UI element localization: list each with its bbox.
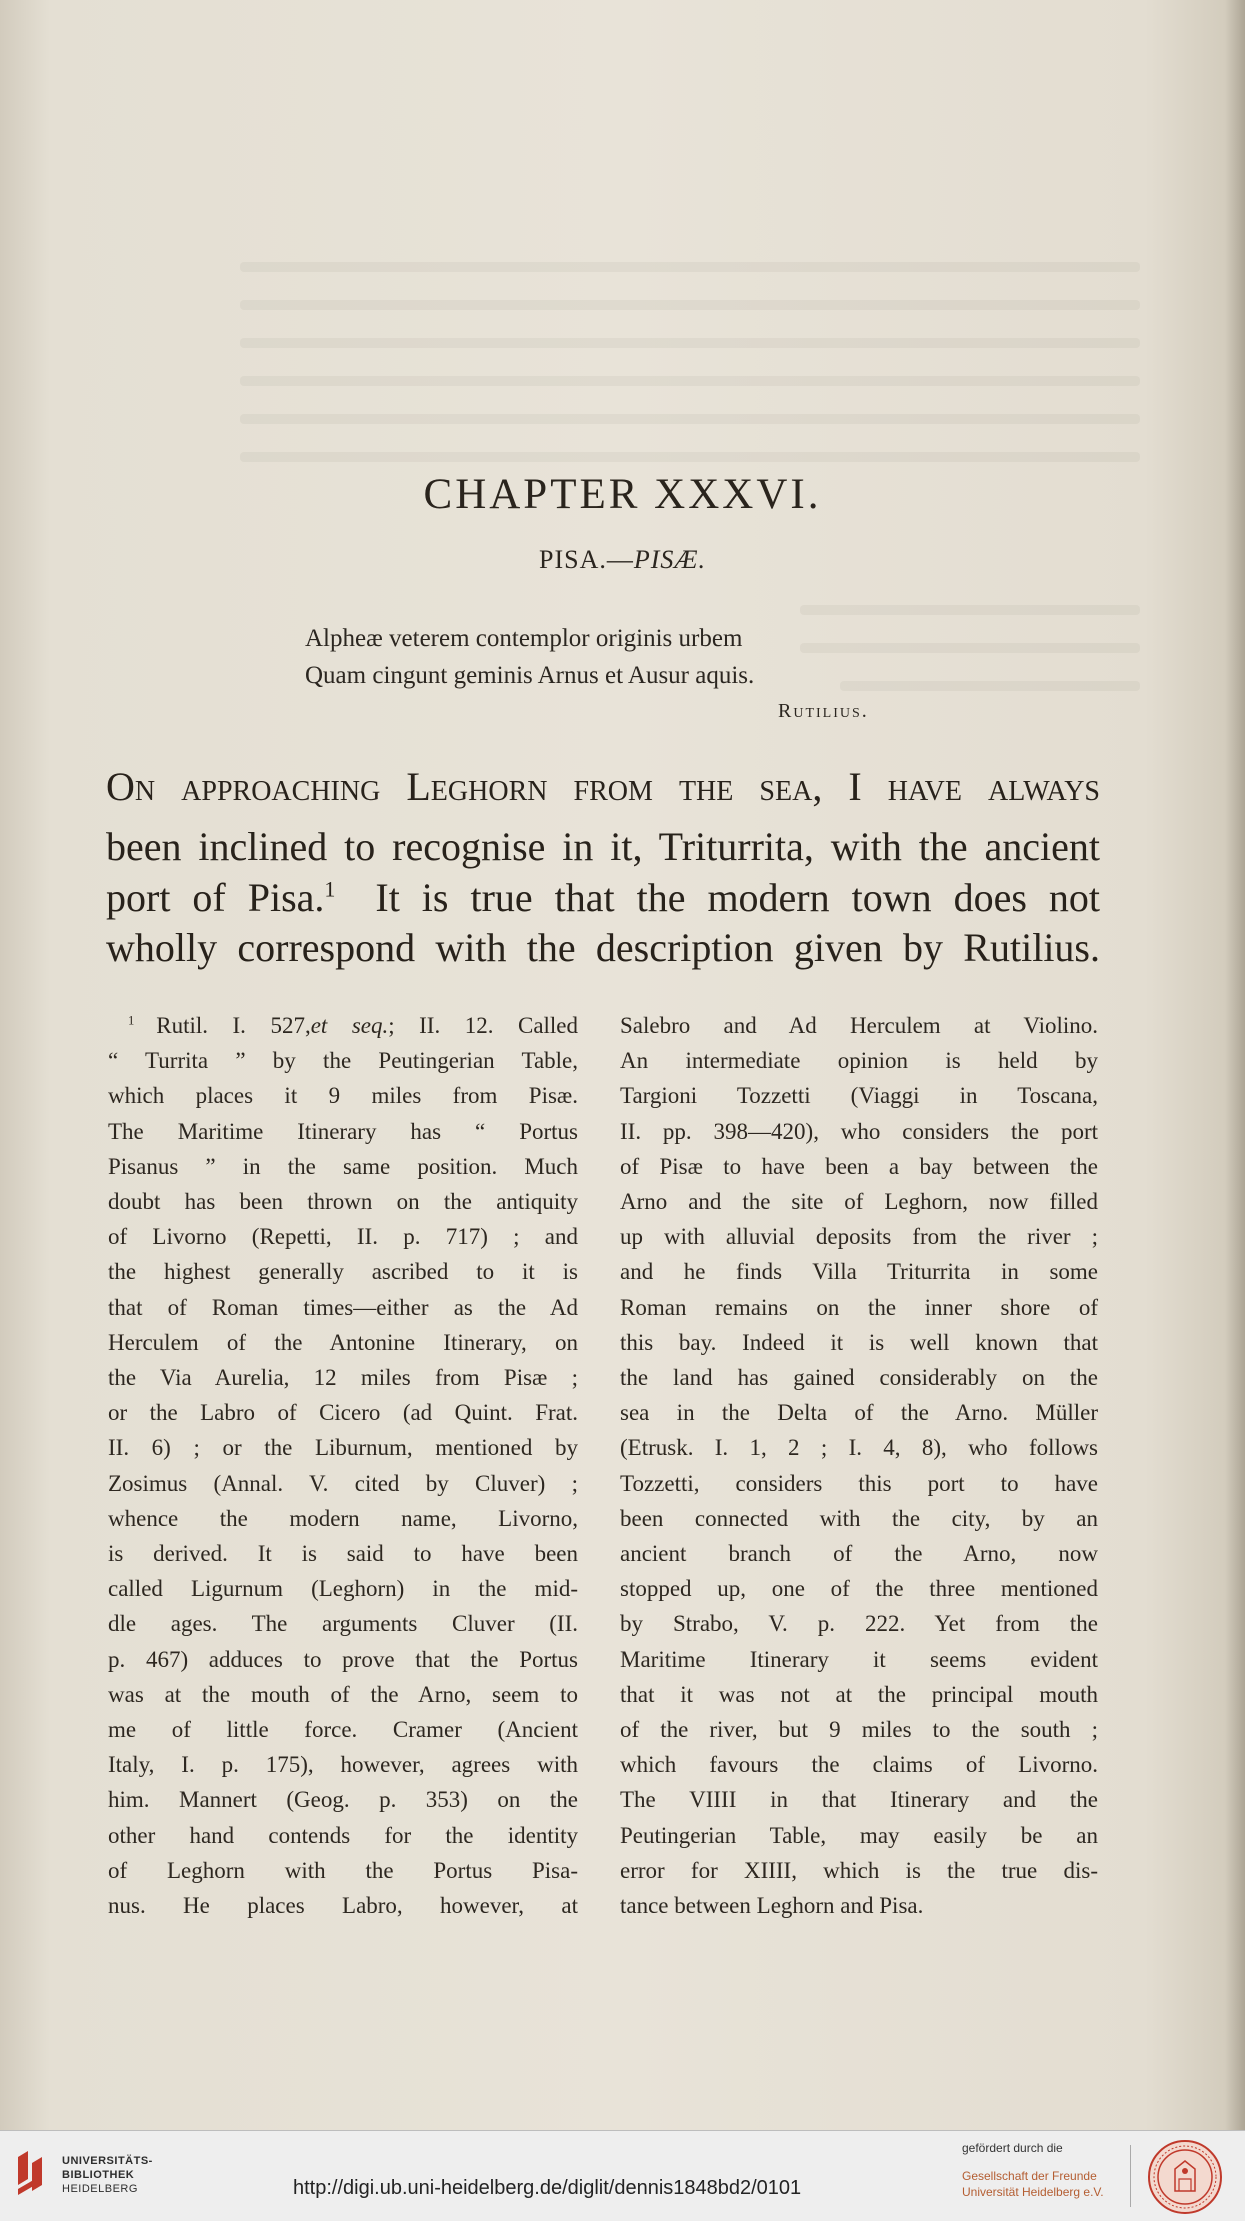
footnote-line: Herculem of the Antonine Itinerary, on: [108, 1329, 578, 1355]
subtitle-english: PISA.—: [538, 545, 634, 574]
footnote-line: Italy, I. p. 175), however, agrees with: [108, 1752, 578, 1778]
university-seal-icon: [1147, 2139, 1223, 2215]
footnote-marker: 1: [324, 876, 336, 902]
viewer-footer: [0, 2130, 1245, 2221]
show-through: [840, 681, 1140, 691]
footnote-line: called Ligurnum (Leghorn) in the mid-: [108, 1576, 578, 1602]
footnote-line: that of Roman times—either as the Ad: [108, 1294, 578, 1320]
footnote-line: ancient branch of the Arno, now: [620, 1541, 1098, 1566]
body-sentence: port of Pisa.: [106, 875, 325, 920]
footnote-line: me of little force. Cramer (Ancient: [108, 1717, 578, 1742]
body-sentence: It is true that the modern town does not: [375, 875, 1101, 920]
footnote-italic: et seq.: [310, 1013, 389, 1038]
footnote-line: Maritime Itinerary it seems evident: [620, 1646, 1098, 1672]
body-line: wholly correspond with the description given by Rutilius.: [106, 925, 1100, 970]
ub-heidelberg-logo-icon[interactable]: [14, 2149, 46, 2203]
show-through: [240, 338, 1140, 348]
footnote-line: Pisanus ” in the same position. Much: [108, 1153, 578, 1179]
library-name-line: HEIDELBERG: [62, 2183, 138, 2195]
body-line: [106, 875, 1101, 920]
footnote-line: Targioni Tozzetti (Viaggi in Toscana,: [620, 1083, 1098, 1109]
show-through: [240, 376, 1140, 386]
show-through: [240, 262, 1140, 272]
footnote-line: nus. He places Labro, however, at: [108, 1893, 578, 1918]
footnote-line: of Pisæ to have been a bay between the: [620, 1153, 1098, 1179]
chapter-subtitle: [0, 545, 1245, 575]
subtitle-latin: PISÆ.: [633, 545, 707, 574]
library-name-line: UNIVERSITÄTS-: [62, 2155, 153, 2167]
footnote-text: ; II. 12. Called: [388, 1013, 579, 1038]
footnote-line: other hand contends for the identity: [108, 1822, 578, 1848]
footnote-line: error for XIIII, which is the true dis-: [620, 1857, 1098, 1883]
footnote-line: doubt has been thrown on the antiquity: [108, 1189, 578, 1214]
body-line: been inclined to recognise in it, Triturrita, with the ancient: [106, 824, 1100, 869]
footnote-line: dle ages. The arguments Cluver (II.: [108, 1611, 578, 1637]
epigraph-line: Alpheæ veterem contemplor originis urbem: [305, 625, 743, 652]
footnote-line: II. pp. 398—420), who considers the port: [620, 1118, 1098, 1144]
show-through: [240, 414, 1140, 424]
footnote-line: Salebro and Ad Herculem at Violino.: [620, 1013, 1098, 1038]
footnote-line: Roman remains on the inner shore of: [620, 1294, 1098, 1320]
footnote-line: p. 467) adduces to prove that the Portus: [108, 1646, 578, 1672]
sponsor-label: gefördert durch die: [962, 2141, 1063, 2155]
footnote-line: which favours the claims of Livorno.: [620, 1752, 1098, 1778]
footnote-line: by Strabo, V. p. 222. Yet from the: [620, 1611, 1098, 1637]
sponsor-name-line: Gesellschaft der Freunde: [962, 2169, 1097, 2183]
footnote-line: II. 6) ; or the Liburnum, mentioned by: [108, 1435, 578, 1461]
footnote-line: “ Turrita ” by the Peutingerian Table,: [108, 1048, 578, 1074]
show-through: [240, 452, 1140, 462]
footnote-line: him. Mannert (Geog. p. 353) on the: [108, 1787, 578, 1813]
footnote-line: that it was not at the principal mouth: [620, 1681, 1098, 1707]
sponsor-name-line: Universität Heidelberg e.V.: [962, 2185, 1104, 2199]
footnote-line: Tozzetti, considers this port to have: [620, 1470, 1098, 1496]
footnote-line: and he finds Villa Triturrita in some: [620, 1259, 1098, 1285]
library-name-line: BIBLIOTHEK: [62, 2169, 135, 2181]
footnote-number: 1: [128, 1013, 157, 1028]
footnote-line: (Etrusk. I. 1, 2 ; I. 4, 8), who follows: [620, 1435, 1098, 1461]
footnote-line: is derived. It is said to have been: [108, 1541, 578, 1566]
permalink-url[interactable]: http://digi.ub.uni-heidelberg.de/diglit/dennis1848bd2/0101: [293, 2177, 802, 2199]
footnote-line: The Maritime Itinerary has “ Portus: [108, 1118, 578, 1144]
drop-word: On approaching Leghorn from the sea, I have always: [106, 764, 1100, 809]
footnote-line: up with alluvial deposits from the river ;: [620, 1224, 1098, 1250]
body-line: [106, 764, 1100, 809]
footnote-line: whence the modern name, Livorno,: [108, 1505, 578, 1531]
footnote-line: which places it 9 miles from Pisæ.: [108, 1083, 578, 1109]
footnote-text: Rutil. I. 527,: [156, 1013, 311, 1038]
footnote-line: stopped up, one of the three mentioned: [620, 1576, 1098, 1602]
epigraph-line: Quam cingunt geminis Arnus et Ausur aquis.: [305, 662, 755, 689]
footnote-line: Peutingerian Table, may easily be an: [620, 1822, 1098, 1848]
epigraph-author: Rutilius.: [778, 700, 869, 722]
show-through: [800, 643, 1140, 653]
footnote-line: Zosimus (Annal. V. cited by Cluver) ;: [108, 1470, 578, 1496]
show-through: [240, 300, 1140, 310]
footnote-line: the land has gained considerably on the: [620, 1365, 1098, 1390]
footnote-line: the highest generally ascribed to it is: [108, 1259, 578, 1285]
footnote-line: or the Labro of Cicero (ad Quint. Frat.: [108, 1400, 578, 1426]
footnote-line: of Livorno (Repetti, II. p. 717) ; and: [108, 1224, 578, 1250]
show-through: [800, 605, 1140, 615]
footnote-line: this bay. Indeed it is well known that: [620, 1329, 1098, 1355]
chapter-title: CHAPTER XXXVI.: [423, 471, 822, 518]
footnote-line: The VIIII in that Itinerary and the: [620, 1787, 1098, 1813]
footnote-line: of Leghorn with the Portus Pisa-: [108, 1857, 578, 1883]
footnote-line: the Via Aurelia, 12 miles from Pisæ ;: [108, 1365, 578, 1390]
footnote-line: been connected with the city, by an: [620, 1505, 1098, 1531]
footnote-line: tance between Leghorn and Pisa.: [620, 1893, 924, 1918]
footnote-line: Arno and the site of Leghorn, now filled: [620, 1189, 1098, 1214]
footnote-line: [128, 1014, 578, 1037]
footnote-line: An intermediate opinion is held by: [620, 1048, 1098, 1074]
footnote-line: of the river, but 9 miles to the south ;: [620, 1717, 1098, 1742]
footnote-line: sea in the Delta of the Arno. Müller: [620, 1400, 1098, 1426]
footnote-line: was at the mouth of the Arno, seem to: [108, 1681, 578, 1707]
footer-divider: [1130, 2145, 1131, 2207]
